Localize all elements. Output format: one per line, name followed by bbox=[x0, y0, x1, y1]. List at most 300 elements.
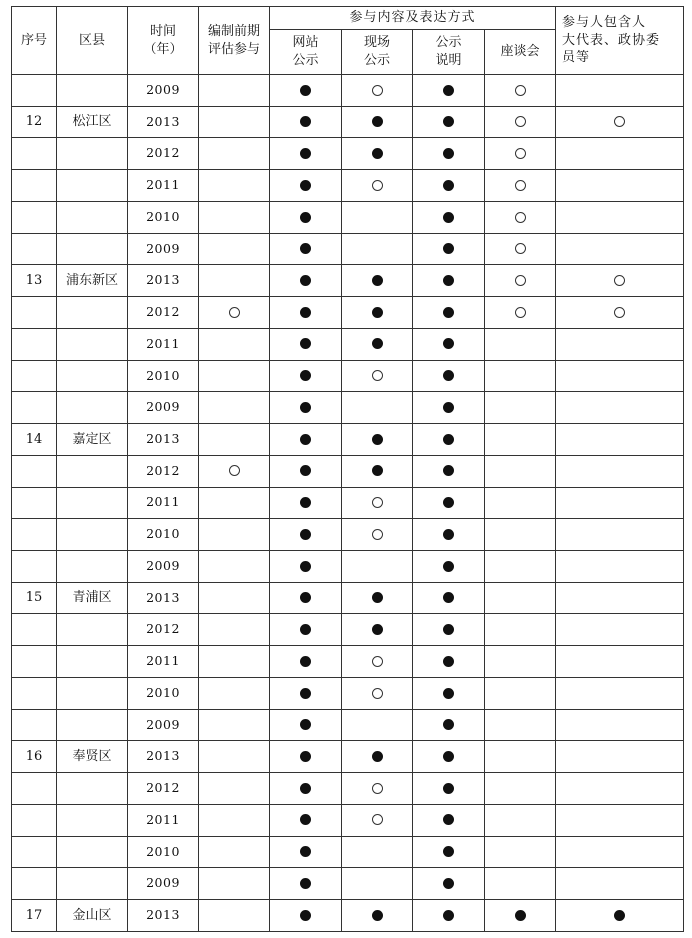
table-row bbox=[12, 836, 684, 868]
cell-district bbox=[57, 455, 128, 487]
cell-seq bbox=[12, 360, 57, 392]
filled-circle-icon bbox=[300, 561, 311, 572]
cell-prelim bbox=[199, 677, 270, 709]
filled-circle-icon bbox=[372, 434, 383, 445]
cell-participants bbox=[556, 487, 684, 519]
cell-forum bbox=[485, 265, 556, 297]
cell-explanation bbox=[413, 868, 485, 900]
table-row bbox=[12, 297, 684, 329]
cell-year: 2011 bbox=[128, 170, 199, 202]
open-circle-icon bbox=[372, 783, 383, 794]
cell-prelim bbox=[199, 582, 270, 614]
filled-circle-icon bbox=[443, 116, 454, 127]
filled-circle-icon bbox=[372, 307, 383, 318]
cell-explanation bbox=[413, 328, 485, 360]
cell-seq bbox=[12, 201, 57, 233]
filled-circle-icon bbox=[443, 688, 454, 699]
cell-website bbox=[270, 519, 342, 551]
open-circle-icon bbox=[515, 212, 526, 223]
open-circle-icon bbox=[515, 243, 526, 254]
table-row bbox=[12, 201, 684, 233]
table-row bbox=[12, 170, 684, 202]
filled-circle-icon bbox=[443, 719, 454, 730]
cell-website bbox=[270, 868, 342, 900]
filled-circle-icon bbox=[443, 624, 454, 635]
header-seq: 序号 bbox=[12, 7, 57, 75]
cell-forum bbox=[485, 455, 556, 487]
cell-explanation bbox=[413, 614, 485, 646]
cell-explanation bbox=[413, 75, 485, 107]
cell-forum bbox=[485, 360, 556, 392]
cell-participants bbox=[556, 551, 684, 583]
header-time: 时间 （年） bbox=[128, 7, 199, 75]
cell-participants bbox=[556, 360, 684, 392]
cell-website bbox=[270, 709, 342, 741]
cell-forum bbox=[485, 868, 556, 900]
cell-year: 2010 bbox=[128, 677, 199, 709]
cell-forum bbox=[485, 582, 556, 614]
cell-participants bbox=[556, 646, 684, 678]
cell-onsite bbox=[342, 265, 413, 297]
filled-circle-icon bbox=[443, 751, 454, 762]
filled-circle-icon bbox=[372, 275, 383, 286]
filled-circle-icon bbox=[443, 243, 454, 254]
cell-seq: 15 bbox=[12, 582, 57, 614]
cell-onsite bbox=[342, 551, 413, 583]
cell-seq bbox=[12, 455, 57, 487]
cell-explanation bbox=[413, 900, 485, 932]
cell-onsite bbox=[342, 455, 413, 487]
cell-onsite bbox=[342, 170, 413, 202]
cell-participants bbox=[556, 265, 684, 297]
cell-seq bbox=[12, 297, 57, 329]
cell-year: 2011 bbox=[128, 328, 199, 360]
cell-onsite bbox=[342, 328, 413, 360]
filled-circle-icon bbox=[300, 624, 311, 635]
cell-onsite bbox=[342, 106, 413, 138]
cell-explanation bbox=[413, 677, 485, 709]
cell-district bbox=[57, 519, 128, 551]
cell-prelim bbox=[199, 455, 270, 487]
cell-participants bbox=[556, 773, 684, 805]
table-row bbox=[12, 392, 684, 424]
filled-circle-icon bbox=[300, 85, 311, 96]
table-row bbox=[12, 646, 684, 678]
cell-district bbox=[57, 297, 128, 329]
cell-seq: 13 bbox=[12, 265, 57, 297]
filled-circle-icon bbox=[300, 465, 311, 476]
cell-prelim bbox=[199, 201, 270, 233]
filled-circle-icon bbox=[372, 910, 383, 921]
cell-forum bbox=[485, 424, 556, 456]
filled-circle-icon bbox=[300, 402, 311, 413]
filled-circle-icon bbox=[443, 212, 454, 223]
open-circle-icon bbox=[515, 85, 526, 96]
cell-onsite bbox=[342, 646, 413, 678]
cell-forum bbox=[485, 328, 556, 360]
cell-website bbox=[270, 677, 342, 709]
cell-prelim bbox=[199, 900, 270, 932]
cell-explanation bbox=[413, 582, 485, 614]
filled-circle-icon bbox=[443, 497, 454, 508]
cell-explanation bbox=[413, 392, 485, 424]
cell-website bbox=[270, 582, 342, 614]
filled-circle-icon bbox=[372, 751, 383, 762]
cell-seq bbox=[12, 328, 57, 360]
cell-district bbox=[57, 138, 128, 170]
cell-participants bbox=[556, 328, 684, 360]
filled-circle-icon bbox=[300, 116, 311, 127]
cell-onsite bbox=[342, 804, 413, 836]
cell-seq bbox=[12, 233, 57, 265]
cell-seq bbox=[12, 614, 57, 646]
cell-year: 2010 bbox=[128, 836, 199, 868]
filled-circle-icon bbox=[372, 624, 383, 635]
cell-website bbox=[270, 804, 342, 836]
cell-onsite bbox=[342, 836, 413, 868]
cell-seq bbox=[12, 773, 57, 805]
cell-year: 2009 bbox=[128, 392, 199, 424]
filled-circle-icon bbox=[300, 148, 311, 159]
cell-district: 奉贤区 bbox=[57, 741, 128, 773]
open-circle-icon bbox=[515, 275, 526, 286]
filled-circle-icon bbox=[443, 402, 454, 413]
table-row bbox=[12, 519, 684, 551]
cell-participants bbox=[556, 741, 684, 773]
open-circle-icon bbox=[614, 307, 625, 318]
cell-onsite bbox=[342, 741, 413, 773]
filled-circle-icon bbox=[300, 783, 311, 794]
cell-forum bbox=[485, 297, 556, 329]
cell-onsite bbox=[342, 392, 413, 424]
cell-onsite bbox=[342, 677, 413, 709]
cell-explanation bbox=[413, 201, 485, 233]
filled-circle-icon bbox=[300, 910, 311, 921]
cell-prelim bbox=[199, 709, 270, 741]
header-content-group: 参与内容及表达方式 bbox=[270, 7, 556, 30]
filled-circle-icon bbox=[515, 910, 526, 921]
cell-participants bbox=[556, 233, 684, 265]
table-row bbox=[12, 614, 684, 646]
table-row bbox=[12, 709, 684, 741]
cell-forum bbox=[485, 677, 556, 709]
cell-website bbox=[270, 170, 342, 202]
filled-circle-icon bbox=[300, 656, 311, 667]
cell-seq bbox=[12, 709, 57, 741]
cell-prelim bbox=[199, 487, 270, 519]
cell-participants bbox=[556, 868, 684, 900]
cell-year: 2009 bbox=[128, 233, 199, 265]
open-circle-icon bbox=[515, 148, 526, 159]
cell-explanation bbox=[413, 519, 485, 551]
cell-explanation bbox=[413, 646, 485, 678]
open-circle-icon bbox=[372, 497, 383, 508]
cell-forum bbox=[485, 138, 556, 170]
cell-website bbox=[270, 201, 342, 233]
table-row bbox=[12, 75, 684, 107]
filled-circle-icon bbox=[300, 688, 311, 699]
cell-prelim bbox=[199, 614, 270, 646]
filled-circle-icon bbox=[443, 338, 454, 349]
cell-website bbox=[270, 741, 342, 773]
cell-website bbox=[270, 900, 342, 932]
filled-circle-icon bbox=[300, 719, 311, 730]
filled-circle-icon bbox=[443, 910, 454, 921]
cell-seq bbox=[12, 487, 57, 519]
cell-website bbox=[270, 646, 342, 678]
cell-forum bbox=[485, 709, 556, 741]
header-onsite: 现场 公示 bbox=[342, 30, 413, 75]
cell-website bbox=[270, 551, 342, 583]
cell-participants bbox=[556, 138, 684, 170]
cell-forum bbox=[485, 519, 556, 551]
filled-circle-icon bbox=[300, 529, 311, 540]
cell-explanation bbox=[413, 741, 485, 773]
cell-year: 2009 bbox=[128, 868, 199, 900]
cell-website bbox=[270, 106, 342, 138]
cell-seq bbox=[12, 836, 57, 868]
cell-onsite bbox=[342, 900, 413, 932]
cell-year: 2013 bbox=[128, 424, 199, 456]
open-circle-icon bbox=[372, 529, 383, 540]
cell-participants bbox=[556, 709, 684, 741]
cell-forum bbox=[485, 804, 556, 836]
cell-prelim bbox=[199, 392, 270, 424]
cell-district: 松江区 bbox=[57, 106, 128, 138]
cell-district bbox=[57, 233, 128, 265]
filled-circle-icon bbox=[443, 592, 454, 603]
cell-district bbox=[57, 614, 128, 646]
cell-district bbox=[57, 392, 128, 424]
cell-district: 青浦区 bbox=[57, 582, 128, 614]
cell-onsite bbox=[342, 614, 413, 646]
open-circle-icon bbox=[372, 656, 383, 667]
cell-participants bbox=[556, 106, 684, 138]
cell-seq bbox=[12, 138, 57, 170]
cell-website bbox=[270, 328, 342, 360]
table-row bbox=[12, 455, 684, 487]
cell-website bbox=[270, 233, 342, 265]
open-circle-icon bbox=[515, 307, 526, 318]
filled-circle-icon bbox=[300, 751, 311, 762]
cell-participants bbox=[556, 424, 684, 456]
cell-forum bbox=[485, 201, 556, 233]
cell-explanation bbox=[413, 424, 485, 456]
filled-circle-icon bbox=[443, 656, 454, 667]
open-circle-icon bbox=[614, 116, 625, 127]
cell-forum bbox=[485, 836, 556, 868]
cell-prelim bbox=[199, 646, 270, 678]
cell-seq bbox=[12, 170, 57, 202]
filled-circle-icon bbox=[443, 529, 454, 540]
open-circle-icon bbox=[372, 370, 383, 381]
cell-prelim bbox=[199, 328, 270, 360]
cell-prelim bbox=[199, 519, 270, 551]
cell-district bbox=[57, 328, 128, 360]
cell-district bbox=[57, 646, 128, 678]
filled-circle-icon bbox=[443, 434, 454, 445]
cell-seq: 16 bbox=[12, 741, 57, 773]
cell-prelim bbox=[199, 868, 270, 900]
cell-year: 2010 bbox=[128, 201, 199, 233]
filled-circle-icon bbox=[443, 561, 454, 572]
table-row bbox=[12, 106, 684, 138]
cell-forum bbox=[485, 170, 556, 202]
cell-participants bbox=[556, 170, 684, 202]
cell-year: 2013 bbox=[128, 900, 199, 932]
cell-explanation bbox=[413, 360, 485, 392]
filled-circle-icon bbox=[443, 85, 454, 96]
cell-year: 2012 bbox=[128, 773, 199, 805]
cell-onsite bbox=[342, 709, 413, 741]
open-circle-icon bbox=[515, 180, 526, 191]
filled-circle-icon bbox=[300, 212, 311, 223]
cell-prelim bbox=[199, 836, 270, 868]
cell-explanation bbox=[413, 836, 485, 868]
cell-website bbox=[270, 75, 342, 107]
cell-explanation bbox=[413, 773, 485, 805]
filled-circle-icon bbox=[372, 465, 383, 476]
table-row bbox=[12, 804, 684, 836]
open-circle-icon bbox=[372, 180, 383, 191]
cell-onsite bbox=[342, 233, 413, 265]
cell-district: 嘉定区 bbox=[57, 424, 128, 456]
cell-year: 2012 bbox=[128, 297, 199, 329]
cell-onsite bbox=[342, 201, 413, 233]
cell-prelim bbox=[199, 804, 270, 836]
cell-website bbox=[270, 297, 342, 329]
cell-onsite bbox=[342, 868, 413, 900]
header-website: 网站 公示 bbox=[270, 30, 342, 75]
filled-circle-icon bbox=[300, 243, 311, 254]
cell-year: 2011 bbox=[128, 487, 199, 519]
cell-district: 浦东新区 bbox=[57, 265, 128, 297]
cell-participants bbox=[556, 297, 684, 329]
table-row bbox=[12, 233, 684, 265]
cell-prelim bbox=[199, 773, 270, 805]
open-circle-icon bbox=[515, 116, 526, 127]
cell-explanation bbox=[413, 265, 485, 297]
cell-year: 2013 bbox=[128, 582, 199, 614]
cell-participants bbox=[556, 900, 684, 932]
header-participants: 参与人包含人 大代表、政协委 员等 bbox=[556, 7, 684, 75]
cell-website bbox=[270, 360, 342, 392]
cell-district bbox=[57, 804, 128, 836]
table-row bbox=[12, 328, 684, 360]
cell-explanation bbox=[413, 233, 485, 265]
cell-participants bbox=[556, 201, 684, 233]
cell-forum bbox=[485, 614, 556, 646]
cell-district bbox=[57, 170, 128, 202]
filled-circle-icon bbox=[300, 370, 311, 381]
cell-seq bbox=[12, 868, 57, 900]
cell-participants bbox=[556, 836, 684, 868]
filled-circle-icon bbox=[443, 275, 454, 286]
filled-circle-icon bbox=[443, 180, 454, 191]
cell-explanation bbox=[413, 551, 485, 583]
cell-website bbox=[270, 392, 342, 424]
open-circle-icon bbox=[372, 85, 383, 96]
cell-district bbox=[57, 201, 128, 233]
cell-explanation bbox=[413, 709, 485, 741]
cell-district bbox=[57, 709, 128, 741]
cell-prelim bbox=[199, 360, 270, 392]
cell-website bbox=[270, 487, 342, 519]
cell-year: 2011 bbox=[128, 804, 199, 836]
filled-circle-icon bbox=[300, 434, 311, 445]
cell-forum bbox=[485, 773, 556, 805]
header-explanation: 公示 说明 bbox=[413, 30, 485, 75]
cell-prelim bbox=[199, 75, 270, 107]
cell-prelim bbox=[199, 170, 270, 202]
cell-seq bbox=[12, 677, 57, 709]
open-circle-icon bbox=[614, 275, 625, 286]
open-circle-icon bbox=[372, 814, 383, 825]
filled-circle-icon bbox=[614, 910, 625, 921]
cell-seq: 14 bbox=[12, 424, 57, 456]
cell-prelim bbox=[199, 138, 270, 170]
cell-seq bbox=[12, 392, 57, 424]
cell-year: 2012 bbox=[128, 614, 199, 646]
cell-district bbox=[57, 836, 128, 868]
table-row bbox=[12, 360, 684, 392]
table-row bbox=[12, 551, 684, 583]
cell-year: 2013 bbox=[128, 265, 199, 297]
cell-prelim bbox=[199, 265, 270, 297]
cell-onsite bbox=[342, 487, 413, 519]
cell-seq bbox=[12, 519, 57, 551]
cell-website bbox=[270, 424, 342, 456]
cell-website bbox=[270, 836, 342, 868]
table-row bbox=[12, 868, 684, 900]
cell-district bbox=[57, 868, 128, 900]
filled-circle-icon bbox=[300, 878, 311, 889]
cell-forum bbox=[485, 106, 556, 138]
cell-district bbox=[57, 773, 128, 805]
table-row bbox=[12, 138, 684, 170]
cell-district bbox=[57, 75, 128, 107]
cell-website bbox=[270, 773, 342, 805]
header-district: 区县 bbox=[57, 7, 128, 75]
filled-circle-icon bbox=[300, 180, 311, 191]
cell-seq bbox=[12, 551, 57, 583]
cell-year: 2012 bbox=[128, 138, 199, 170]
filled-circle-icon bbox=[443, 846, 454, 857]
cell-participants bbox=[556, 582, 684, 614]
cell-district bbox=[57, 551, 128, 583]
filled-circle-icon bbox=[300, 275, 311, 286]
cell-onsite bbox=[342, 582, 413, 614]
cell-explanation bbox=[413, 138, 485, 170]
cell-participants bbox=[556, 455, 684, 487]
cell-explanation bbox=[413, 455, 485, 487]
cell-forum bbox=[485, 900, 556, 932]
cell-website bbox=[270, 138, 342, 170]
cell-year: 2009 bbox=[128, 709, 199, 741]
filled-circle-icon bbox=[443, 814, 454, 825]
header-prelim: 编制前期 评估参与 bbox=[199, 7, 270, 75]
cell-website bbox=[270, 265, 342, 297]
cell-year: 2012 bbox=[128, 455, 199, 487]
cell-forum bbox=[485, 741, 556, 773]
cell-participants bbox=[556, 75, 684, 107]
cell-forum bbox=[485, 392, 556, 424]
cell-onsite bbox=[342, 519, 413, 551]
filled-circle-icon bbox=[300, 307, 311, 318]
filled-circle-icon bbox=[443, 307, 454, 318]
open-circle-icon bbox=[229, 465, 240, 476]
cell-district bbox=[57, 677, 128, 709]
